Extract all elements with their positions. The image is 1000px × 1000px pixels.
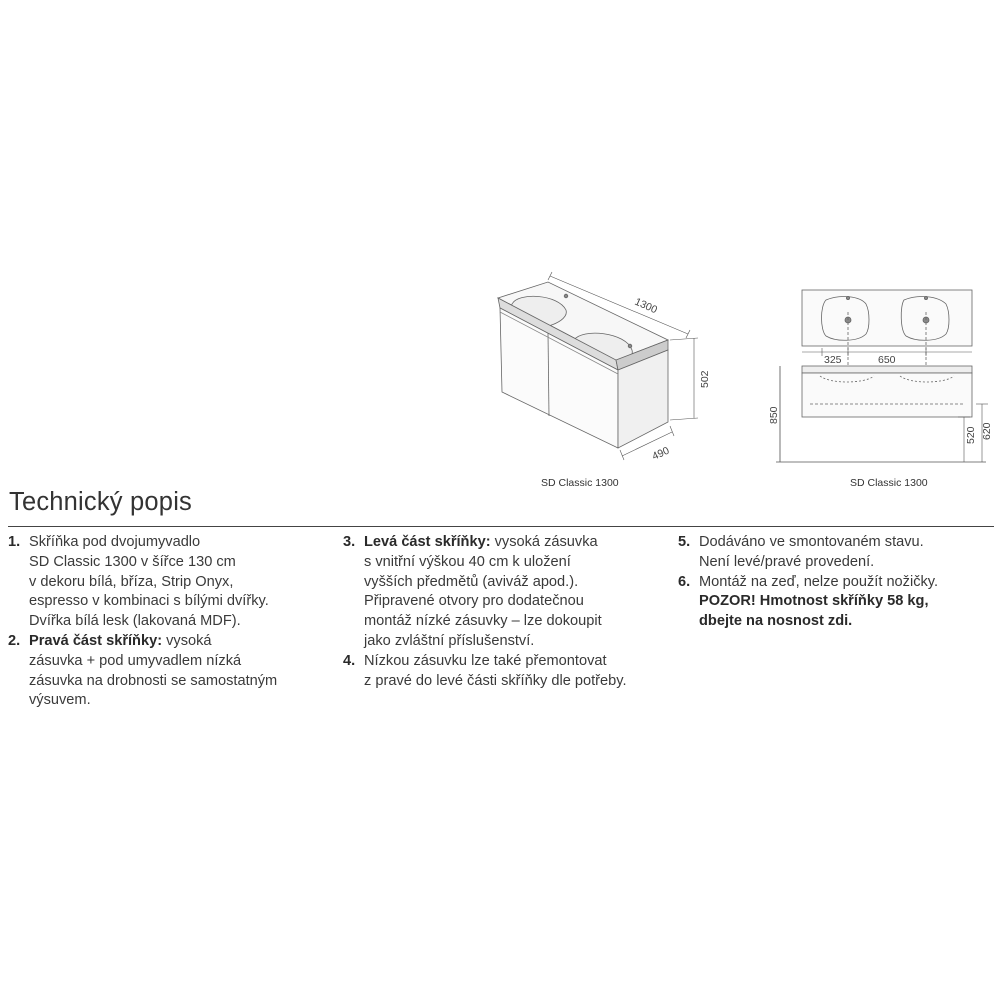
item-text-line: Montáž na zeď, nelze použít nožičky. [699,573,939,590]
item-text-line: Připravené otvory pro dodatečnou [364,593,584,610]
item-number: 1. [8,534,21,550]
item-text-line: z pravé do levé části skříňky dle potřeby. [364,672,627,689]
list-item [343,652,673,692]
dim-325-label: 325 [824,354,842,366]
dim-height-label: 502 [699,370,711,388]
list-item [343,533,673,652]
warning-text-line: dbejte na nosnost zdi. [699,613,853,630]
dim-850-label: 850 [768,406,780,424]
dim-520-label: 520 [965,426,977,444]
column-3 [678,533,996,632]
item-bold-label: Pravá část skříňky: [29,632,163,649]
item-bold-label: Levá část skříňky: [364,534,491,550]
cabinet-technical-drawing [770,280,992,472]
dim-650-label: 650 [878,354,896,366]
item-text-line: v dekoru bílá, bříza, Strip Onyx, [29,573,234,590]
item-text-line: montáž nízké zásuvky – lze dokoupit [364,613,602,630]
left-drawing-caption: SD Classic 1300 [541,477,619,489]
right-drawing-caption: SD Classic 1300 [850,477,928,489]
item-text-line: s vnitřní výškou 40 cm k uložení [364,553,571,570]
item-text: vysoká zásuvka [490,534,598,550]
item-text-line: vyšších předmětů (aviváž apod.). [364,573,579,590]
item-number: 6. [678,573,691,590]
list-item [8,533,328,632]
item-text: vysoká [162,632,212,649]
dim-620-label: 620 [981,422,993,440]
section-heading: Technický popis [9,488,193,516]
dim-width-label: 1300 [632,295,660,317]
column-2 [343,533,673,691]
heading-divider [8,526,994,527]
column-1 [8,533,328,711]
item-text-line: zásuvka na drobnosti se samostatným [29,672,278,689]
item-number: 2. [8,632,21,649]
list-item [678,533,996,573]
item-text-line: Dodáváno ve smontovaném stavu. [699,534,924,550]
item-text-line: výsuvem. [29,692,91,709]
cabinet-3d-drawing [488,270,713,470]
item-number: 5. [678,534,691,550]
item-text-line: Nízkou zásuvku lze také přemontovat [364,652,607,669]
item-text-line: Dvířka bílá lesk (lakovaná MDF). [29,613,241,630]
item-text-line: jako zvláštní příslušenství. [364,632,535,649]
item-text-line: Skříňka pod dvojumyvadlo [29,534,201,550]
warning-text-line: POZOR! Hmotnost skříňky 58 kg, [699,593,929,610]
list-item [8,632,328,711]
item-text-line: espresso v kombinaci s bílými dvířky. [29,593,269,610]
item-number: 3. [343,534,356,550]
item-text-line [364,533,673,553]
item-text-line: SD Classic 1300 v šířce 130 cm [29,553,236,570]
item-text-line: Není levé/pravé provedení. [699,553,875,570]
item-text-line: zásuvka + pod umyvadlem nízká [29,652,242,669]
list-item [678,573,996,632]
item-number: 4. [343,652,356,669]
dim-depth-label: 490 [650,444,672,463]
item-text-line [29,632,328,652]
